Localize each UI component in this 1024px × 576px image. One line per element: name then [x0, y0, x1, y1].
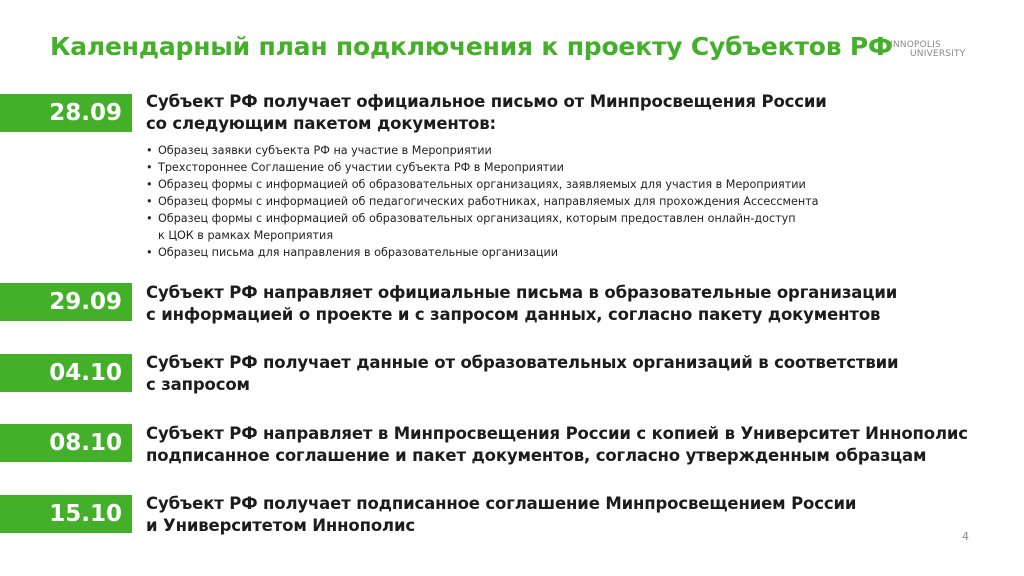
step-3-heading [146, 352, 898, 396]
step-4-heading-line-1: Субъект РФ направляет в Минпросвещения России с копией в Университет Иннополис [146, 424, 968, 443]
step-2-heading-line-2: с информацией о проекте и с запросом данных, согласно пакету документов [146, 305, 881, 324]
step-1-heading-line-1: Субъект РФ получает официальное письмо от Минпросвещения России [146, 92, 827, 111]
step-4-heading [146, 423, 968, 467]
list-item-text: • Образец формы с информацией об образовательных организациях, заявляемых для участия в Мероприятии [158, 178, 806, 191]
document-package-list [146, 142, 819, 261]
step-5-heading-line-1: Субъект РФ получает подписанное соглашение Минпросвещением России [146, 494, 857, 513]
logo-line-1: INNOPOLIS [890, 40, 941, 50]
logo-line-2: UNIVERSITY [910, 49, 966, 59]
list-item [146, 142, 819, 159]
step-3-heading-line-2: с запросом [146, 375, 250, 394]
list-item [146, 176, 819, 193]
step-2-heading [146, 282, 897, 326]
step-1-heading-line-2: со следующим пакетом документов: [146, 114, 496, 133]
innopolis-university-logo [888, 40, 974, 60]
step-2-heading-line-1: Субъект РФ направляет официальные письма в образовательные организации [146, 283, 898, 302]
date-badge-1: 28.09 [0, 94, 132, 132]
date-badge-2: 29.09 [0, 283, 132, 321]
list-item [146, 244, 819, 261]
list-item [146, 159, 819, 176]
date-badge-5: 15.10 [0, 495, 132, 533]
list-item-text: • Образец формы с информацией об педагогических работниках, направляемых для прохождения Ассессмента [158, 195, 819, 208]
list-item [146, 210, 819, 244]
step-5-heading [146, 493, 856, 537]
step-1-heading [146, 91, 827, 135]
list-item-text: • Образец заявки субъекта РФ на участие в Мероприятии [158, 144, 492, 157]
list-item-text: • Образец письма для направления в образовательные организации [158, 246, 559, 259]
step-4-heading-line-2: подписанное соглашение и пакет документов, согласно утвержденным образцам [146, 446, 927, 465]
date-badge-3: 04.10 [0, 354, 132, 392]
step-5-heading-line-2: и Университетом Иннополис [146, 516, 416, 535]
step-3-heading-line-1: Субъект РФ получает данные от образовательных организаций в соответствии [146, 353, 899, 372]
list-item-text: • Трехстороннее Соглашение об участии субъекта РФ в Мероприятии [158, 161, 564, 174]
page-title: Календарный план подключения к проекту Субъектов РФ [50, 32, 893, 61]
list-item-text: • Образец формы с информацией об образовательных организациях, которым предоставлен онлайн-доступ [158, 212, 796, 225]
list-item [146, 193, 819, 210]
list-item-text-continued: к ЦОК в рамках Мероприятия [158, 229, 334, 242]
page-number: 4 [962, 530, 969, 543]
date-badge-4: 08.10 [0, 424, 132, 462]
